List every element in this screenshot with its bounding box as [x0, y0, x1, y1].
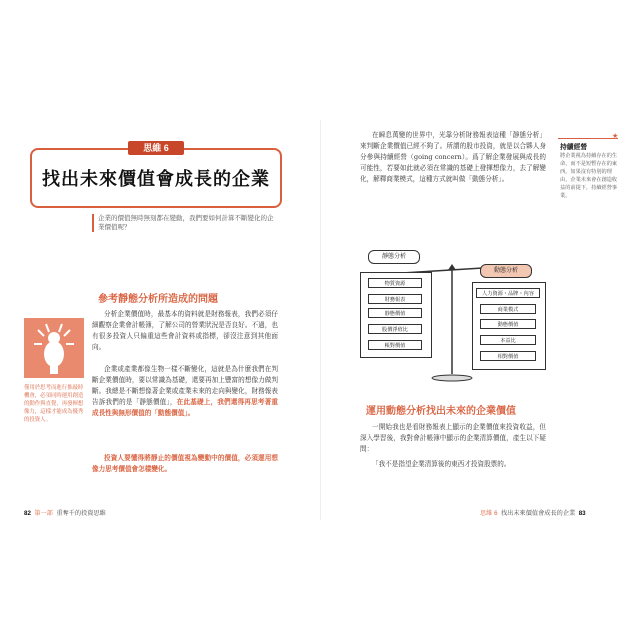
- left-paragraph-1: 分析企業價值時，最基本的資料就是財務報表，我們必須仔細觀察企業會計帳簿，了解公司的營業狀況是否良好。不過，也有很多投資人只偏重這些會計資料或指標，卻沒注意到其他面向。: [92, 310, 278, 351]
- subtitle-bar: [92, 214, 94, 232]
- left-footer-part: 第一部: [34, 510, 53, 517]
- side-box-text: 將企業視為持續存在的生命，而不是短暫存在的東西。如果沒有特別的理由，企業未來會在創造收益的前提下，持續經營事業。: [560, 153, 618, 199]
- left-paragraph-3: [92, 453, 278, 475]
- static-analysis-label: 靜態分析: [368, 250, 420, 264]
- static-item: 股價淨值比: [368, 324, 422, 334]
- left-paragraph-2: [92, 364, 278, 419]
- dynamic-item: 商業模式: [480, 304, 536, 314]
- right-page-number: 83: [578, 510, 586, 517]
- left-paragraph-2-highlight: 在此基礎上，我們還得再思考著重成長性與無形價值的「動態價值」。: [92, 398, 279, 417]
- dynamic-item: 人力資源・品牌・內容: [476, 288, 540, 298]
- side-box-divider: [558, 138, 618, 139]
- head-illustration-icon: [24, 318, 84, 378]
- section-heading-static: 參考靜態分析所造成的問題: [98, 294, 218, 305]
- dynamic-item: 動態價值: [480, 319, 536, 329]
- static-item: 財務報表: [368, 294, 422, 304]
- right-footer-part: 思維 6: [480, 510, 498, 517]
- dynamic-analysis-label: 動態分析: [480, 264, 532, 278]
- chapter-title-box: [30, 148, 282, 208]
- static-item: 靜態價值: [368, 308, 422, 318]
- star-icon: ★: [612, 132, 619, 140]
- static-item: 帳對價值: [368, 340, 422, 350]
- chapter-subtitle: 企業的價值無時無刻都在變動，我們要如何計算不斷變化的企業價值呢？: [98, 215, 274, 231]
- left-footer: [24, 508, 106, 517]
- left-page-number: 82: [24, 510, 31, 517]
- thinking-illustration: [24, 318, 84, 378]
- left-paragraph-3-highlight: 投資人要懂得將靜止的價值視為變動中的價值，必須運用想像力思考價值會怎樣變化。: [92, 454, 278, 473]
- right-paragraph-3: 「我不是指望企業清算後的東西才投資股票的。: [372, 460, 511, 468]
- right-paragraph-1: 在瞬息萬變的世界中，光靠分析財務報表這種「靜態分析」來判斷企業價值已經不夠了。所謂的股市投資，就是以合夥人身分參與持續經營（going concern）。爲了解企業發展與成長的可能性，若要如此就必須在常識的基礎上發揮想像力，去了解變化，解釋商業模式，這種方式就叫做「動態分析」。: [360, 131, 546, 183]
- dynamic-item: 相對價值: [480, 351, 536, 361]
- right-footer-title: 找出未來價值會成長的企業: [501, 510, 576, 517]
- left-paragraph-2-text: 企業或產業都像生物一樣不斷變化，這就是為什麼我們在判斷企業價值時，要以常識為基礎，還要再加上豐富的想像力做判斷。我總是不斷想像著企業或產業未來的走向與變化，財務報表告訴我們的是「靜態價值」，: [92, 365, 278, 406]
- right-footer: [480, 508, 586, 517]
- static-item: 物質資源: [368, 278, 422, 288]
- page-gutter: [320, 120, 321, 520]
- left-side-note: 僅用於思考而進行推敲時機會，必須同時運用創造的動作與直覺，再發揮想像力，這樣才能成為優秀的投資人。: [24, 385, 84, 423]
- right-paragraph-2: 一開始我也是看財務報表上顯示的企業價值來投資收益，但深入學習後，我對會計帳簿中顯示的企業清算價值，產生以下疑問：: [360, 423, 546, 453]
- chapter-title: 找出未來價值會成長的企業: [42, 169, 270, 190]
- chapter-tag: 思維 6: [128, 141, 184, 155]
- left-footer-title: 重奪千的投資思維: [56, 510, 106, 517]
- dynamic-item: 本益比: [480, 335, 536, 345]
- balance-diagram: [356, 246, 548, 386]
- side-box-title: 持續經營: [560, 144, 588, 151]
- section-heading-dynamic: 運用動態分析找出未來的企業價值: [366, 406, 516, 417]
